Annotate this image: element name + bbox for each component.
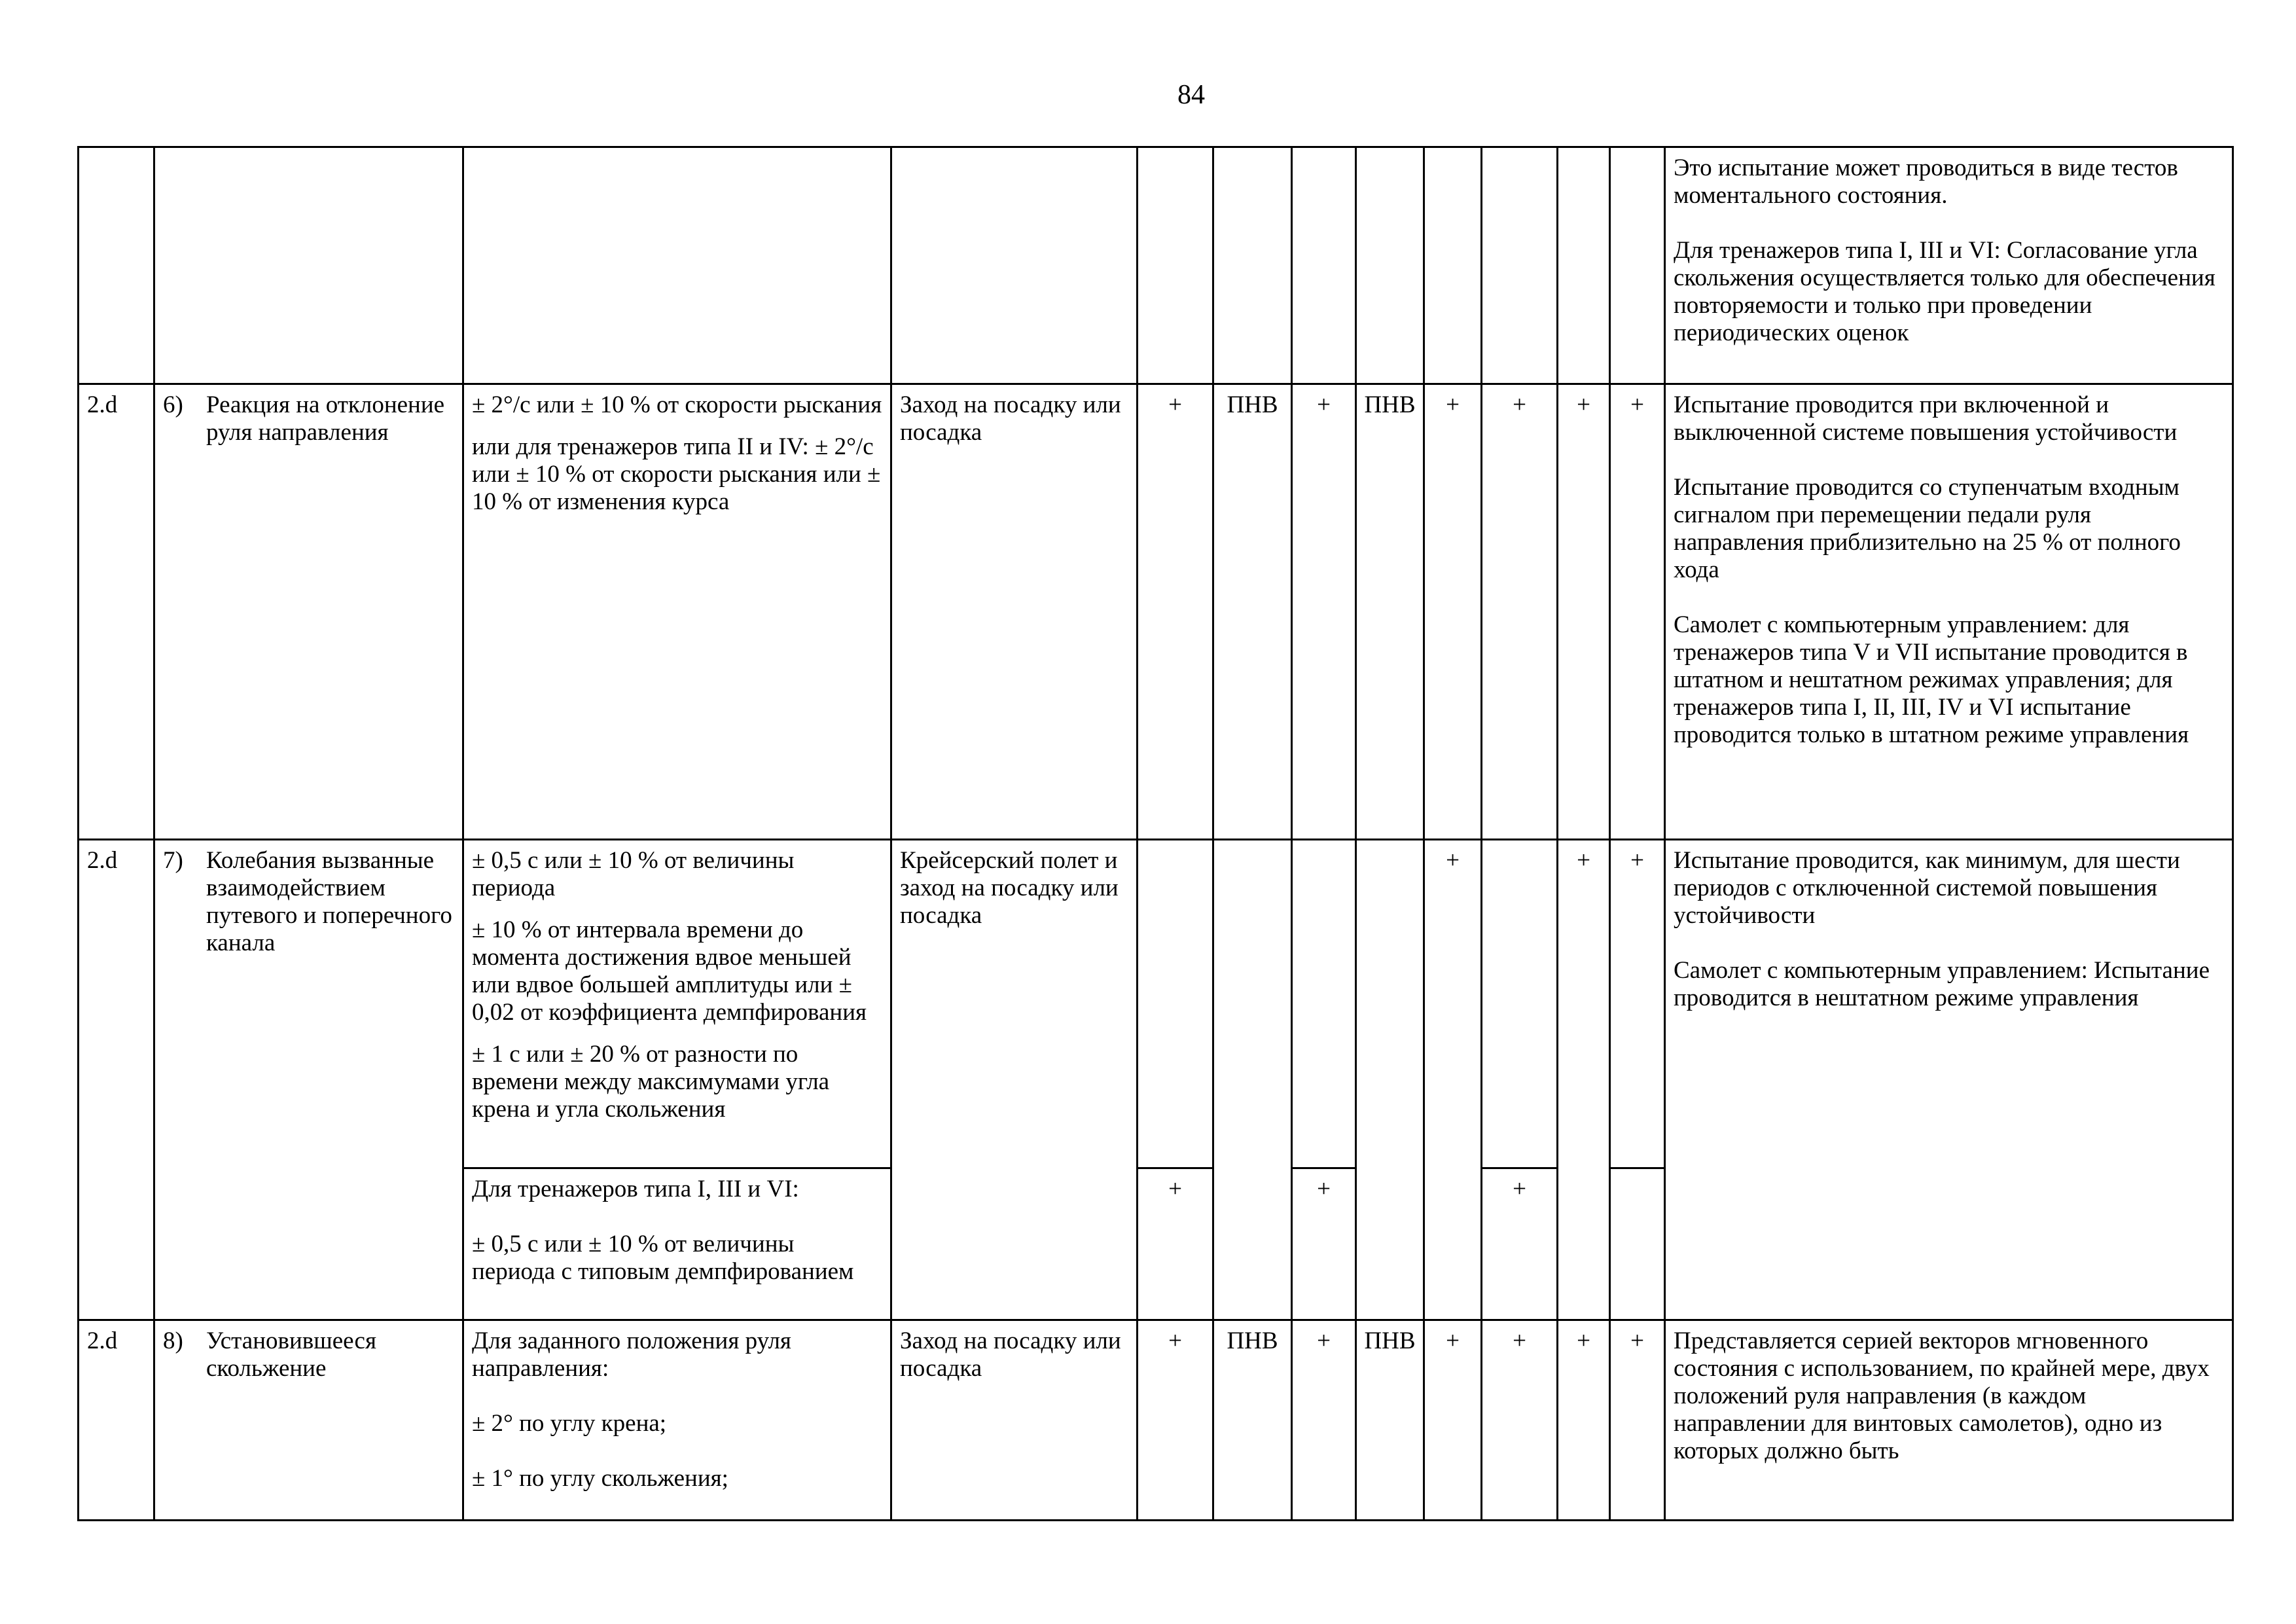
- table-row-6: [79, 384, 2233, 840]
- test-name-cell: 6) Реакция на отклонение руля направления: [154, 384, 463, 840]
- mark-4: [1356, 840, 1424, 1320]
- mark-3: +: [1292, 1168, 1356, 1320]
- notes-cell: Испытание проводится при включенной и выключенной системе повышения устойчивости Испытание проводится со ступенчатым входным сигналом при перемещении педали руля направления приблизительно на 25 % от полного хода Самолет с компьютерным управлением: для тренажеров типа V и VII испытание проводится в штатном и нештатном режимах управления; для тренажеров типа I, II, III, IV и VI испытание проводится только в штатном режиме управления: [1665, 384, 2233, 840]
- notes-cell: Это испытание может проводиться в виде тестов моментального состояния. Для тренажеров типа I, III и VI: Согласование угла скольжения осуществляется только для обеспечения повторяемости и только при проведении периодических оценок: [1665, 147, 2233, 384]
- table-row-8: [79, 1320, 2233, 1521]
- tolerance-cell: ± 0,5 с или ± 10 % от величины периода ± 10 % от интервала времени до момента достижения вдвое меньшей или вдвое большей амплитуды или ± 0,02 от коэффициента демпфирования ± 1 с или ± 20 % от разности по времени между максимумами угла крена и угла скольжения: [463, 840, 891, 1168]
- mark-6: [1482, 840, 1558, 1168]
- mark-5: +: [1424, 1320, 1482, 1521]
- condition-cell: Крейсерский полет и заход на посадку или посадка: [891, 840, 1138, 1320]
- mark-7: +: [1558, 840, 1610, 1320]
- mark-8: +: [1610, 840, 1665, 1168]
- section-code: 2.d: [79, 1320, 154, 1521]
- mark-1: +: [1138, 1168, 1213, 1320]
- mark-4: ПНВ: [1356, 384, 1424, 840]
- mark-7: +: [1558, 1320, 1610, 1521]
- mark-3: +: [1292, 1320, 1356, 1521]
- condition-cell: Заход на посадку или посадка: [891, 1320, 1138, 1521]
- page-number: 84: [1177, 80, 1205, 110]
- notes-cell: Испытание проводится, как минимум, для шести периодов с отключенной системой повышения устойчивости Самолет с компьютерным управлением: Испытание проводится в нештатном режиме управления: [1665, 840, 2233, 1320]
- mark-3: +: [1292, 384, 1356, 840]
- mark-7: +: [1558, 384, 1610, 840]
- table-row-continuation: [79, 147, 2233, 384]
- table-row-7: [79, 840, 2233, 1168]
- tolerance-cell: Для заданного положения руля направления: ± 2° по углу крена; ± 1° по углу скольжения;: [463, 1320, 891, 1521]
- mark-5: +: [1424, 384, 1482, 840]
- test-name-cell: 7) Колебания вызванные взаимодействием путевого и поперечного канала: [154, 840, 463, 1320]
- mark-6: +: [1482, 1168, 1558, 1320]
- requirements-table: [77, 146, 2234, 1521]
- mark-8: +: [1610, 1320, 1665, 1521]
- mark-1: [1138, 840, 1213, 1168]
- tolerance-cell: Для тренажеров типа I, III и VI: ± 0,5 с или ± 10 % от величины периода с типовым демпфированием: [463, 1168, 891, 1320]
- mark-3: [1292, 840, 1356, 1168]
- mark-6: +: [1482, 384, 1558, 840]
- mark-6: +: [1482, 1320, 1558, 1521]
- mark-2: [1213, 840, 1292, 1320]
- mark-2: ПНВ: [1213, 1320, 1292, 1521]
- mark-8: +: [1610, 384, 1665, 840]
- tolerance-cell: ± 2°/с или ± 10 % от скорости рыскания или для тренажеров типа II и IV: ± 2°/с или ± 10 % от скорости рыскания или ± 10 % от изменения курса: [463, 384, 891, 840]
- notes-cell: Представляется серией векторов мгновенного состояния с использованием, по крайней мере, двух положений руля направления (в каждом направлении для винтовых самолетов), одно из которых должно быть: [1665, 1320, 2233, 1521]
- mark-1: +: [1138, 1320, 1213, 1521]
- mark-1: +: [1138, 384, 1213, 840]
- section-code: 2.d: [79, 384, 154, 840]
- mark-5: +: [1424, 840, 1482, 1320]
- mark-2: ПНВ: [1213, 384, 1292, 840]
- condition-cell: Заход на посадку или посадка: [891, 384, 1138, 840]
- mark-4: ПНВ: [1356, 1320, 1424, 1521]
- test-name-cell: 8) Установившееся скольжение: [154, 1320, 463, 1521]
- section-code: 2.d: [79, 840, 154, 1320]
